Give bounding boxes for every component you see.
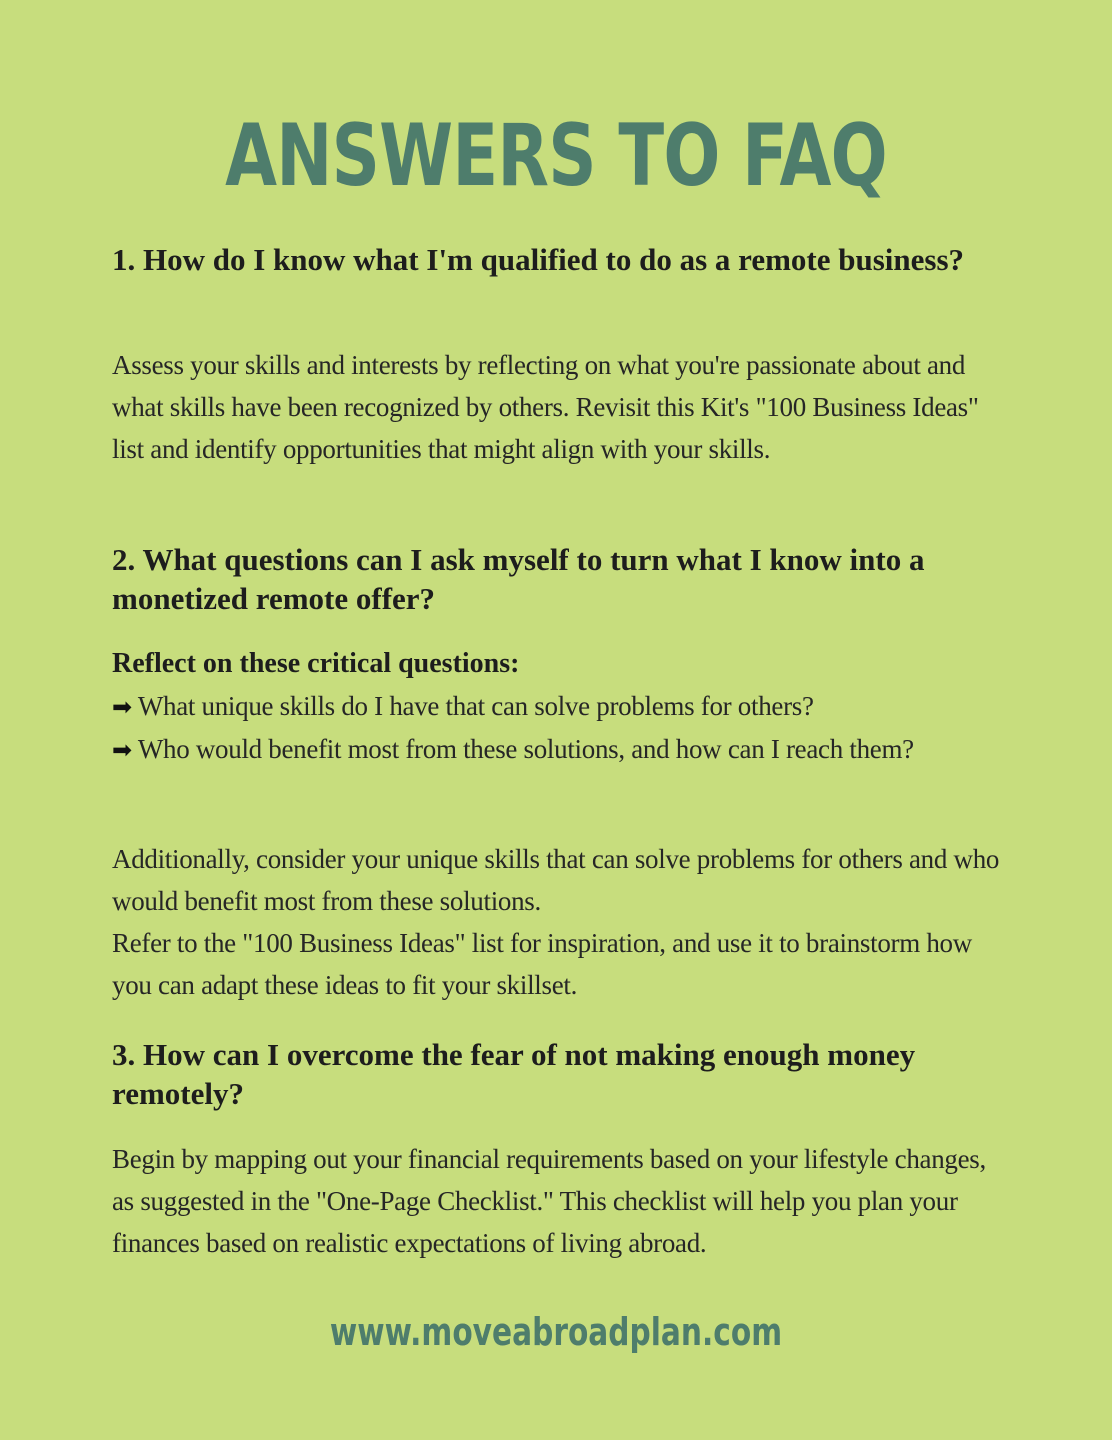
faq-question-3: 3. How can I overcome the fear of not making enough money remotely? (112, 1037, 916, 1111)
list-item (112, 728, 1007, 771)
list-item (112, 685, 1007, 728)
footer-url[interactable]: www.moveabroadplan.com (329, 1310, 783, 1354)
right-arrow-icon: ➡ (112, 736, 132, 764)
faq-answer-3: Begin by mapping out your financial requirements based on your lifestyle changes, as suggested in the "One-Page Checklist." This checklist will help you plan your finances based on realistic expectations of living abroad. (112, 1144, 986, 1258)
bullet-list (112, 685, 1007, 771)
page-title: ANSWERS TO FAQ (225, 106, 887, 206)
right-arrow-icon: ➡ (112, 693, 132, 721)
faq-question-2: 2. What questions can I ask myself to turn what I know into a monetized remote offer? (112, 542, 925, 616)
faq-answer-1: Assess your skills and interests by reflecting on what you're passionate about and what skills have been recognized by others. Revisit this Kit's "100 Business Ideas" list and identify opportunities that might align with your skills. (112, 350, 979, 464)
reflect-heading: Reflect on these critical questions: (112, 648, 520, 679)
faq-answer-2-paragraph-1: Additionally, consider your unique skills that can solve problems for others and who would benefit most from these solutions. (112, 844, 1000, 916)
bullet-text: Who would benefit most from these solutions, and how can I reach them? (137, 734, 914, 764)
bullet-text: What unique skills do I have that can solve problems for others? (137, 691, 814, 721)
faq-answer-2-paragraph-2: Refer to the "100 Business Ideas" list for inspiration, and use it to brainstorm how you can adapt these ideas to fit your skillset. (112, 928, 972, 1000)
faq-question-1: 1. How do I know what I'm qualified to do as a remote business? (112, 242, 965, 277)
